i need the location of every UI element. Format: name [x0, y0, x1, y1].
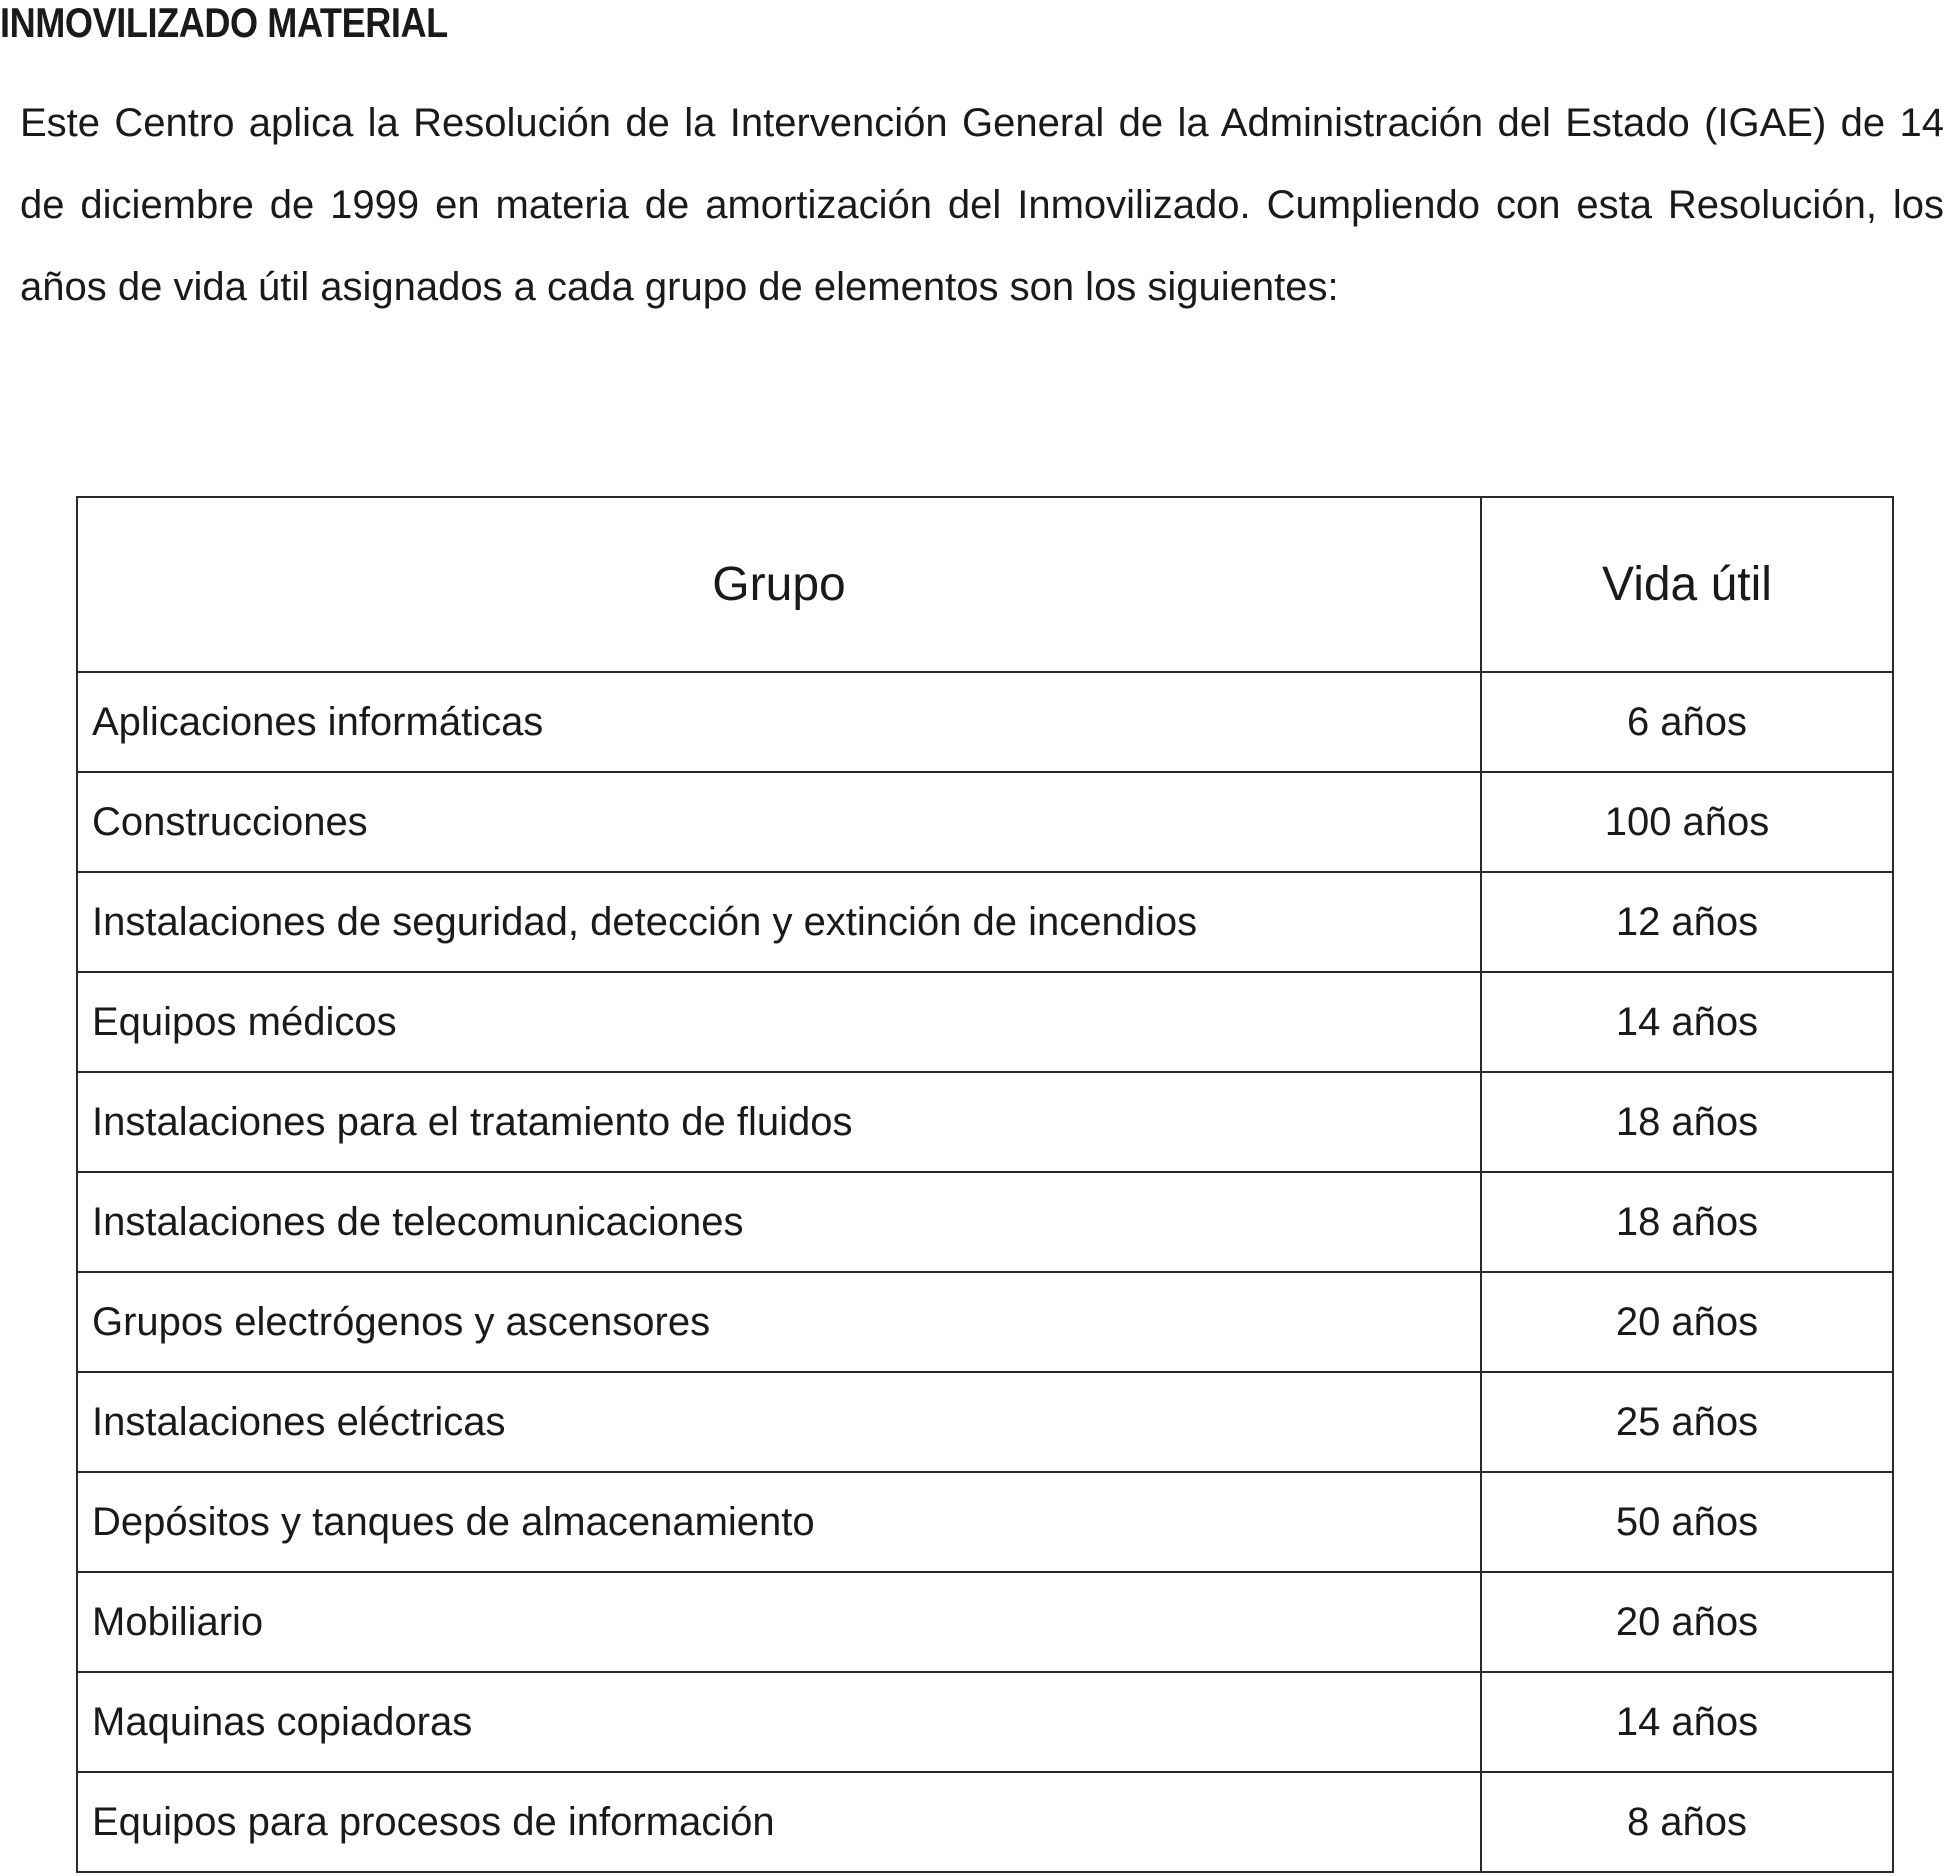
group-cell: Instalaciones para el tratamiento de fluidos	[77, 1072, 1481, 1172]
group-cell: Mobiliario	[77, 1572, 1481, 1672]
table-row	[77, 1272, 1893, 1372]
life-cell: 20 años	[1481, 1572, 1893, 1672]
useful-life-table	[76, 496, 1894, 1873]
life-cell: 25 años	[1481, 1372, 1893, 1472]
life-cell: 8 años	[1481, 1772, 1893, 1872]
header-group: Grupo	[77, 497, 1481, 672]
table-row	[77, 1772, 1893, 1872]
life-cell: 18 años	[1481, 1172, 1893, 1272]
life-cell: 18 años	[1481, 1072, 1893, 1172]
life-cell: 14 años	[1481, 972, 1893, 1072]
table-row	[77, 972, 1893, 1072]
life-cell: 6 años	[1481, 672, 1893, 772]
page-title: INMOVILIZADO MATERIAL	[0, 0, 448, 46]
group-cell: Grupos electrógenos y ascensores	[77, 1272, 1481, 1372]
group-cell: Aplicaciones informáticas	[77, 672, 1481, 772]
group-cell: Equipos médicos	[77, 972, 1481, 1072]
life-cell: 12 años	[1481, 872, 1893, 972]
life-cell: 14 años	[1481, 1672, 1893, 1772]
group-cell: Equipos para procesos de información	[77, 1772, 1481, 1872]
life-cell: 20 años	[1481, 1272, 1893, 1372]
header-life: Vida útil	[1481, 497, 1893, 672]
life-cell: 100 años	[1481, 772, 1893, 872]
group-cell: Construcciones	[77, 772, 1481, 872]
intro-paragraph: Este Centro aplica la Resolución de la Intervención General de la Administración del Estado (IGAE) de 14 de diciembre de 1999 en materia de amortización del Inmovilizado. Cumpliendo con esta Resolución, los años de vida útil asignados a cada grupo de elementos son los siguientes:	[20, 101, 1944, 309]
table-row	[77, 1072, 1893, 1172]
table-row	[77, 772, 1893, 872]
group-cell: Instalaciones de seguridad, detección y extinción de incendios	[77, 872, 1481, 972]
table-row	[77, 872, 1893, 972]
group-cell: Instalaciones de telecomunicaciones	[77, 1172, 1481, 1272]
table-row	[77, 1672, 1893, 1772]
table-row	[77, 1372, 1893, 1472]
table-row	[77, 1572, 1893, 1672]
table-header-row	[77, 497, 1893, 672]
group-cell: Maquinas copiadoras	[77, 1672, 1481, 1772]
group-cell: Instalaciones eléctricas	[77, 1372, 1481, 1472]
table-row	[77, 672, 1893, 772]
table-row	[77, 1472, 1893, 1572]
group-cell: Depósitos y tanques de almacenamiento	[77, 1472, 1481, 1572]
life-cell: 50 años	[1481, 1472, 1893, 1572]
table-row	[77, 1172, 1893, 1272]
